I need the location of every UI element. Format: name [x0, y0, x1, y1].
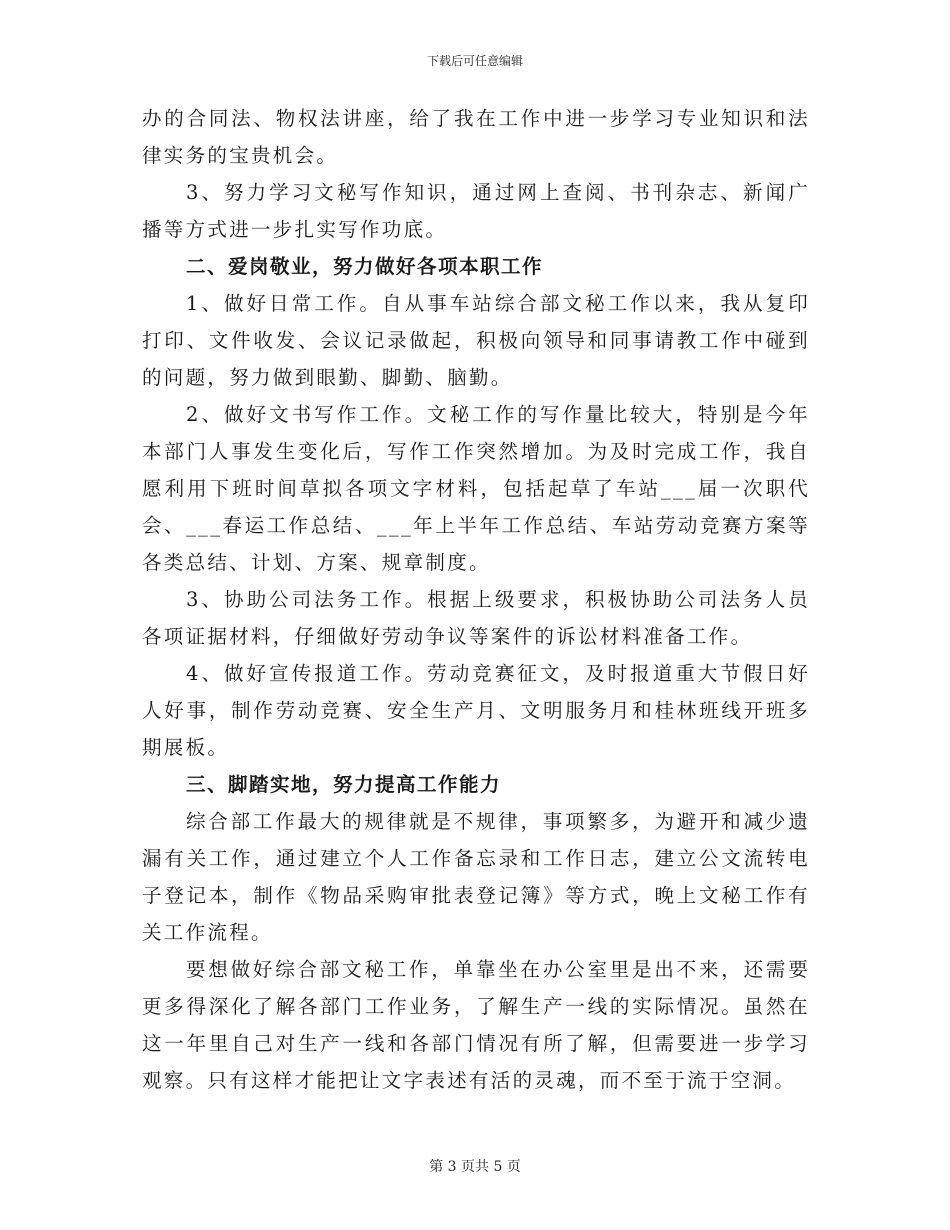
paragraph: 综合部工作最大的规律就是不规律，事项繁多，为避开和减少遗漏有关工作，通过建立个人工作备忘录和工作日志，建立公文流转电子登记本，制作《物品采购审批表登记簿》等方式，晚上文秘工作有关工作流程。: [142, 810, 810, 944]
paragraph: 1、做好日常工作。自从事车站综合部文秘工作以来，我从复印打印、文件收发、会议记录做起，积极向领导和同事请教工作中碰到的问题，努力做到眼勤、脚勤、脑勤。: [142, 292, 810, 389]
paragraph: 3、努力学习文秘写作知识，通过网上查阅、书刊杂志、新闻广播等方式进一步扎实写作功底。: [142, 181, 810, 241]
section-heading: 三、脚踏实地，努力提高工作能力: [186, 773, 502, 796]
page-footer: 第 3 页共 5 页: [429, 1159, 521, 1175]
section-heading: 二、爱岗敬业，努力做好各项本职工作: [186, 255, 544, 278]
page-header: 下载后可任意编辑: [426, 54, 523, 68]
paragraph: 2、做好文书写作工作。文秘工作的写作量比较大，特别是今年本部门人事发生变化后，写作工作突然增加。为及时完成工作，我自愿利用下班时间草拟各项文字材料，包括起草了车站___届一次职代会、___春运工作总结、___年上半年工作总结、车站劳动竞赛方案等各类总结、计划、方案、规章制度。: [142, 403, 810, 574]
paragraph: 要想做好综合部文秘工作，单靠坐在办公室里是出不来，还需要更多得深化了解各部门工作业务，了解生产一线的实际情况。虽然在这一年里自己对生产一线和各部门情况有所了解，但需要进一步学习观察。只有这样才能把让文字表述有活的灵魂，而不至于流于空洞。: [142, 958, 810, 1092]
document-body: [142, 100, 810, 1099]
paragraph: 4、做好宣传报道工作。劳动竞赛征文，及时报道重大节假日好人好事，制作劳动竞赛、安全生产月、文明服务月和桂林班线开班多期展板。: [142, 662, 810, 759]
paragraph: 办的合同法、物权法讲座，给了我在工作中进一步学习专业知识和法律实务的宝贵机会。: [142, 107, 810, 167]
paragraph: 3、协助公司法务工作。根据上级要求，积极协助公司法务人员各项证据材料，仔细做好劳动争议等案件的诉讼材料准备工作。: [142, 588, 810, 648]
